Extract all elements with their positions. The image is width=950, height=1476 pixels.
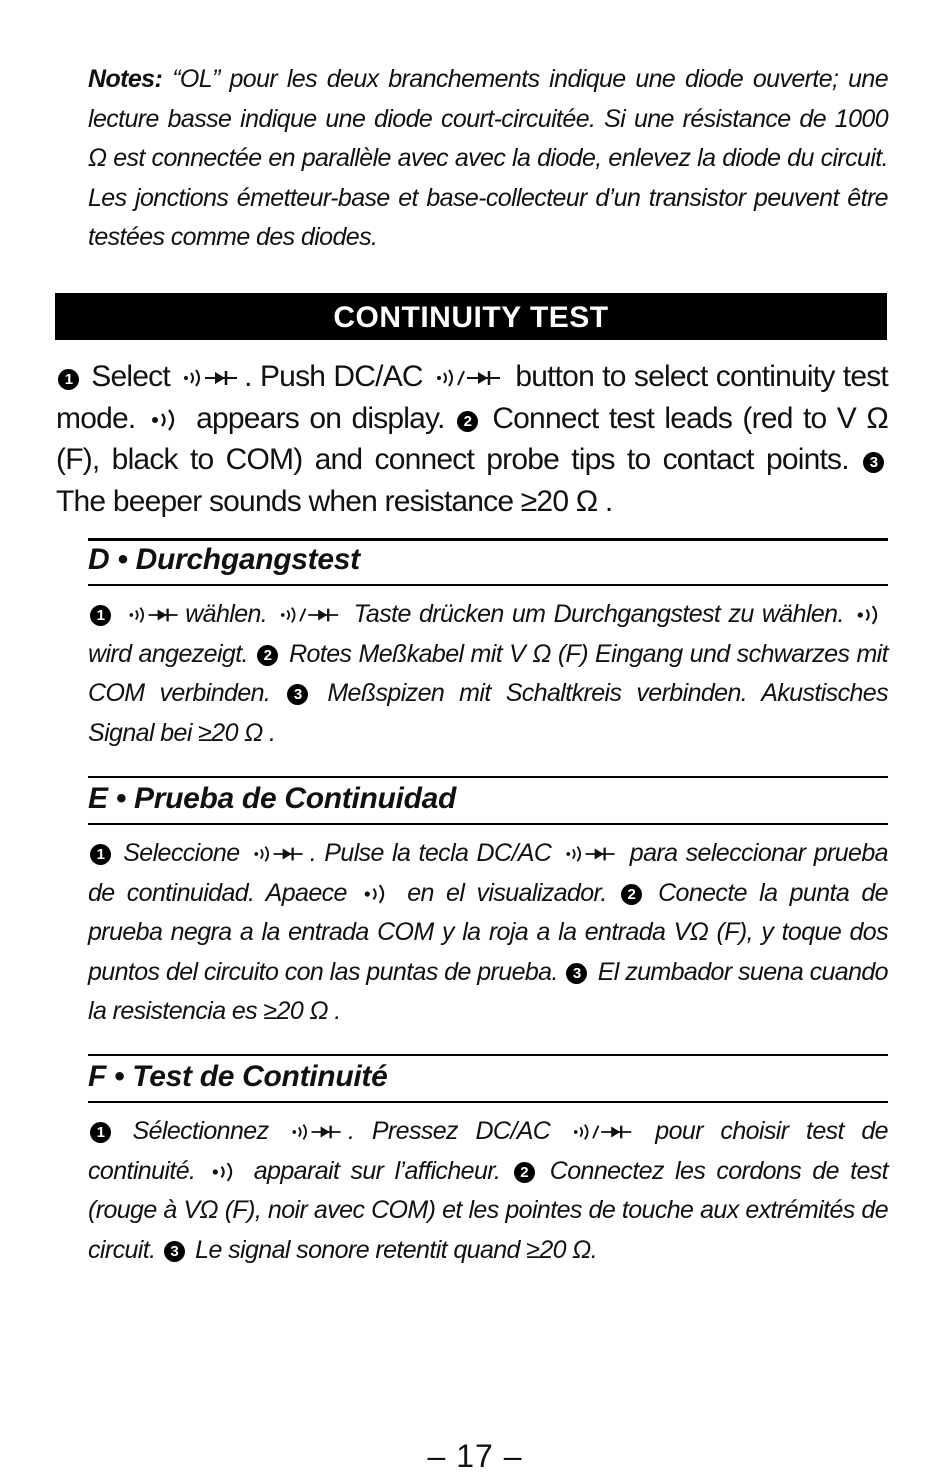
notes-label: Notes: <box>88 65 163 93</box>
french-heading: F • Test de Continuité <box>88 1060 388 1093</box>
step-1-bullet: 1 <box>90 1122 111 1143</box>
spanish-heading: E • Prueba de Continuidad <box>88 782 457 815</box>
spanish-paragraph <box>88 834 888 1032</box>
step-2-bullet: 2 <box>257 645 278 666</box>
beeper-icon <box>149 408 183 432</box>
beeper-diode-icon <box>434 367 504 389</box>
beeper-diode-icon <box>289 1122 345 1142</box>
step-text: Le signal sonore retentit quand ≥20 Ω. <box>195 1235 598 1264</box>
step-text: Meßspizen mit Schaltkreis verbinden. Akustisches Signal bei ≥20 Ω . <box>88 679 888 747</box>
step-3-bullet: 3 <box>164 1241 185 1262</box>
step-text: Taste drücken um Durchgangstest zu wählen. <box>353 600 844 628</box>
beeper-diode-icon <box>126 605 182 625</box>
french-paragraph <box>88 1112 888 1270</box>
step-text: apparait sur l’afficheur. <box>253 1156 501 1185</box>
step-text: Sélectionnez <box>132 1117 269 1145</box>
step-text: pour choisir test de continuité. <box>88 1117 888 1185</box>
english-paragraph <box>56 356 888 522</box>
german-heading: D • Durchgangstest <box>88 543 360 576</box>
step-2-bullet: 2 <box>514 1162 535 1183</box>
step-text: en el visualizador. <box>407 878 607 907</box>
step-text: . Push DC/AC <box>244 360 423 393</box>
notes-text: “OL” pour les deux branchements indique une diode ouverte; une lecture basse indique une diode court-circuitée. Si une résistance de 1000 Ω est connectée en parallèle avec avec la diode, enlevez la diode du circuit. Les jonctions émetteur-base et base-collecteur d’un transistor peuvent être testées comme des diodes. <box>88 65 888 251</box>
section-rule <box>88 584 888 586</box>
step-text: wird angezeigt. <box>88 639 248 668</box>
step-text: para seleccionar prueba de continuidad. Apaece <box>88 839 888 907</box>
section-banner: CONTINUITY TEST <box>55 293 887 340</box>
step-text: Rotes Meßkabel mit V Ω (F) Eingang und schwarzes mit COM verbinden. <box>88 639 888 707</box>
beeper-diode-icon <box>181 367 241 389</box>
step-text: Conecte la punta de prueba negra a la entrada COM y la roja a la entrada VΩ (F), y toque dos puntos del circuito con las puntas de prueba. <box>88 878 888 986</box>
step-3-bullet: 3 <box>566 963 587 984</box>
step-3-bullet: 3 <box>863 452 884 473</box>
beeper-icon <box>210 1161 240 1183</box>
step-text: wählen. <box>185 600 268 628</box>
step-text: button to select continuity test mode. <box>56 360 888 435</box>
beeper-diode-icon <box>251 844 307 864</box>
step-text: El zumbador suena cuando la resistencia es ≥20 Ω . <box>88 957 888 1025</box>
beeper-diode-icon <box>278 605 342 625</box>
step-text: The beeper sounds when resistance ≥20 Ω . <box>56 484 613 518</box>
step-1-bullet: 1 <box>58 369 79 390</box>
beeper-diode-icon <box>571 1122 635 1142</box>
step-2-bullet: 2 <box>457 411 478 432</box>
section-rule <box>88 823 888 825</box>
step-text: Connectez les cordons de test (rouge à VΩ (F), noir avec COM) et les pointes de touche aux extrémités de circuit. <box>88 1156 888 1264</box>
beeper-icon <box>855 604 885 626</box>
step-1-bullet: 1 <box>90 605 111 626</box>
section-rule <box>88 1101 888 1103</box>
beeper-icon <box>362 883 392 905</box>
german-paragraph <box>88 595 888 753</box>
step-1-bullet: 1 <box>90 844 111 865</box>
step-3-bullet: 3 <box>287 684 308 705</box>
step-text: . Pulse la tecla DC/AC <box>309 839 552 867</box>
step-2-bullet: 2 <box>621 884 642 905</box>
page-number: – 17 – <box>427 1438 523 1474</box>
step-text: Select <box>91 360 170 393</box>
step-text: appears on display. <box>196 401 445 435</box>
notes-paragraph <box>88 60 888 258</box>
step-text: . Pressez DC/AC <box>347 1117 551 1145</box>
step-text: Seleccione <box>123 839 240 867</box>
step-text: Connect test leads (red to V Ω (F), black to COM) and connect probe tips to contact points. <box>56 401 888 476</box>
beeper-diode-icon <box>563 844 619 864</box>
